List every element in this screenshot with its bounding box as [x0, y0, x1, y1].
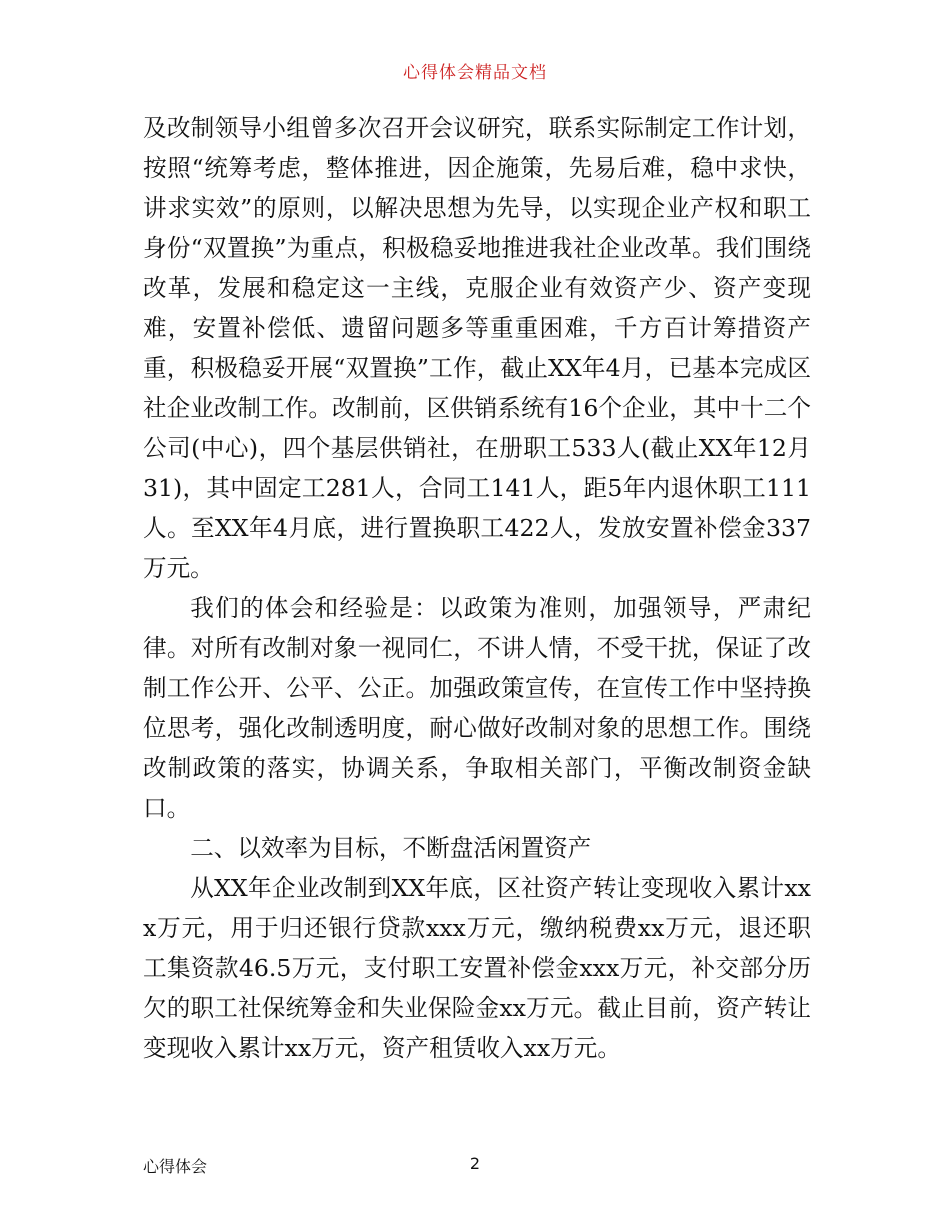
body-paragraph: 从XX年企业改制到XX年底，区社资产转让变现收入累计xxx万元，用于归还银行贷款xxx万元，缴纳税费xx万元，退还职工集资款46.5万元，支付职工安置补偿金xxx万元，补交部分历欠的职工社保统筹金和失业保险金xx万元。截止目前，资产转让变现收入累计xx万元，资产租赁收入xx万元。 [143, 874, 811, 1062]
section-heading: 二、以效率为目标，不断盘活闲置资产 [190, 834, 592, 862]
document-header-title: 心得体会精品文档 [403, 63, 547, 83]
body-paragraph: 我们的体会和经验是：以政策为准则，加强领导，严肃纪律。对所有改制对象一视同仁，不讲人情，不受干扰，保证了改制工作公开、公平、公正。加强政策宣传，在宣传工作中坚持换位思考，强化改制透明度，耐心做好改制对象的思想工作。围绕改制政策的落实，协调关系，争取相关部门，平衡改制资金缺口。 [143, 594, 811, 822]
footer-label: 心得体会 [143, 1157, 208, 1176]
document-body [143, 108, 811, 1068]
page-number: 2 [469, 1154, 481, 1173]
body-paragraph: 及改制领导小组曾多次召开会议研究，联系实际制定工作计划，按照“统筹考虑，整体推进，因企施策，先易后难，稳中求快，讲求实效”的原则，以解决思想为先导，以实现企业产权和职工身份“双置换”为重点，积极稳妥地推进我社企业改革。我们围绕改革，发展和稳定这一主线，克服企业有效资产少、资产变现难，安置补偿低、遗留问题多等重重困难，千方百计筹措资产重，积极稳妥开展“双置换”工作，截止XX年4月，已基本完成区社企业改制工作。改制前，区供销系统有16个企业，其中十二个公司(中心)，四个基层供销社，在册职工533人(截止XX年12月31)，其中固定工281人，合同工141人，距5年内退休职工111人。至XX年4月底，进行置换职工422人，发放安置补偿金337万元。 [143, 114, 811, 582]
